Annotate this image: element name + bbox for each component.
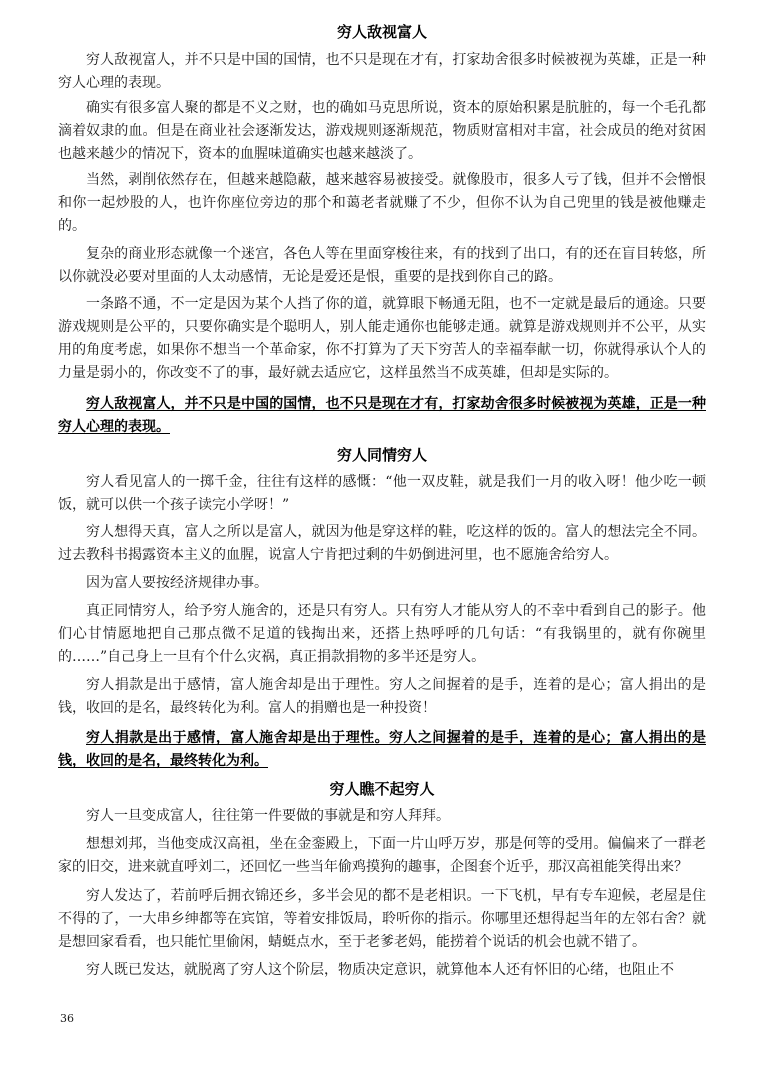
section-2-pull-quote: 穷人捐款是出于感情，富人施舍却是出于理性。穷人之间握着的是手，连着的是心；富人捐出的是钱，收回的是名，最终转化为利。 xyxy=(58,730,706,769)
section-3-paragraph-3: 穷人发达了，若前呼后拥衣锦还乡，多半会见的都不是老相识。一下飞机，早有专车迎候，老屋是住不得的了，一大串乡绅都等在宾馆，等着安排饭局，聆听你的指示。你哪里还想得起当年的左邻右舍？就是想回家看看，也只能忙里偷闲，蜻蜓点水，至于老爹老妈，能捞着个说话的机会也就不错了。 xyxy=(58,888,706,950)
page-number: 36 xyxy=(60,1012,74,1025)
section-2-paragraph-5: 穷人捐款是出于感情，富人施舍却是出于理性。穷人之间握着的是手，连着的是心；富人捐出的是钱，收回的是名，最终转化为利。富人的捐赠也是一种投资！ xyxy=(58,677,706,716)
section-3-paragraph-4: 穷人既已发达，就脱离了穷人这个阶层，物质决定意识，就算他本人还有怀旧的心绪，也阻止不 xyxy=(86,962,674,978)
section-1-paragraph-4: 复杂的商业形态就像一个迷宫，各色人等在里面穿梭往来，有的找到了出口，有的还在盲目转悠，所以你就没必要对里面的人太动感情，无论是爱还是恨，重要的是找到你自己的路。 xyxy=(58,246,706,285)
section-2-paragraph-4: 真正同情穷人，给予穷人施舍的，还是只有穷人。只有穷人才能从穷人的不幸中看到自己的影子。他们心甘情愿地把自己那点微不足道的钱掏出来，还搭上热呼呼的几句话：“有我锅里的，就有你碗里的……”自己身上一旦有个什么灾祸，真正捐款捐物的多半还是穷人。 xyxy=(58,603,706,665)
section-title-3: 穷人瞧不起穷人 xyxy=(329,780,435,798)
section-2-paragraph-3: 因为富人要按经济规律办事。 xyxy=(86,575,268,591)
section-title-2: 穷人同情穷人 xyxy=(336,446,427,464)
section-2-paragraph-1: 穷人看见富人的一掷千金，往往有这样的感慨：“他一双皮鞋，就是我们一月的收入呀！他少吃一顿饭，就可以供一个孩子读完小学呀！” xyxy=(58,474,706,513)
section-2-paragraph-2: 穷人想得天真，富人之所以是富人，就因为他是穿这样的鞋，吃这样的饭的。富人的想法完全不同。过去教科书揭露资本主义的血腥，说富人宁肯把过剩的牛奶倒进河里，也不愿施舍给穷人。 xyxy=(58,524,706,563)
section-1-paragraph-1: 穷人敌视富人，并不只是中国的国情，也不只是现在才有，打家劫舍很多时候被视为英雄，正是一种穷人心理的表现。 xyxy=(58,52,706,91)
section-1-paragraph-3: 当然，剥削依然存在，但越来越隐蔽，越来越容易被接受。就像股市，很多人亏了钱，但并不会憎恨和你一起炒股的人，也许你座位旁边的那个和蔼老者就赚了不少，但你不认为自己兜里的钱是被他赚走的。 xyxy=(58,172,706,234)
section-1-paragraph-5: 一条路不通，不一定是因为某个人挡了你的道，就算眼下畅通无阻，也不一定就是最后的通途。只要游戏规则是公平的，只要你确实是个聪明人，别人能走通你也能够走通。就算是游戏规则并不公平，从实用的角度考虑，如果你不想当一个革命家，你不打算为了天下穷苦人的幸福奉献一切，你就得承认个人的力量是弱小的，你改变不了的事，最好就去适应它，这样虽然当不成英雄，但却是实际的。 xyxy=(58,296,706,381)
section-1-paragraph-2: 确实有很多富人聚的都是不义之财，也的确如马克思所说，资本的原始积累是肮脏的，每一个毛孔都滴着奴隶的血。但是在商业社会逐渐发达，游戏规则逐渐规范，物质财富相对丰富，社会成员的绝对贫困也越来越少的情况下，资本的血腥味道确实也越来越淡了。 xyxy=(58,100,706,162)
section-3-paragraph-1: 穷人一旦变成富人，往往第一件要做的事就是和穷人拜拜。 xyxy=(86,808,450,824)
section-3-paragraph-2: 想想刘邦，当他变成汉高祖，坐在金銮殿上，下面一片山呼万岁，那是何等的受用。偏偏来了一群老家的旧交，进来就直呼刘二，还回忆一些当年偷鸡摸狗的趣事，企图套个近乎，那汉高祖能笑得出来？ xyxy=(58,836,706,875)
page-content xyxy=(58,22,706,982)
section-title-1: 穷人敌视富人 xyxy=(336,23,427,41)
section-1-pull-quote: 穷人敌视富人，并不只是中国的国情，也不只是现在才有，打家劫舍很多时候被视为英雄，正是一种穷人心理的表现。 xyxy=(58,396,706,435)
